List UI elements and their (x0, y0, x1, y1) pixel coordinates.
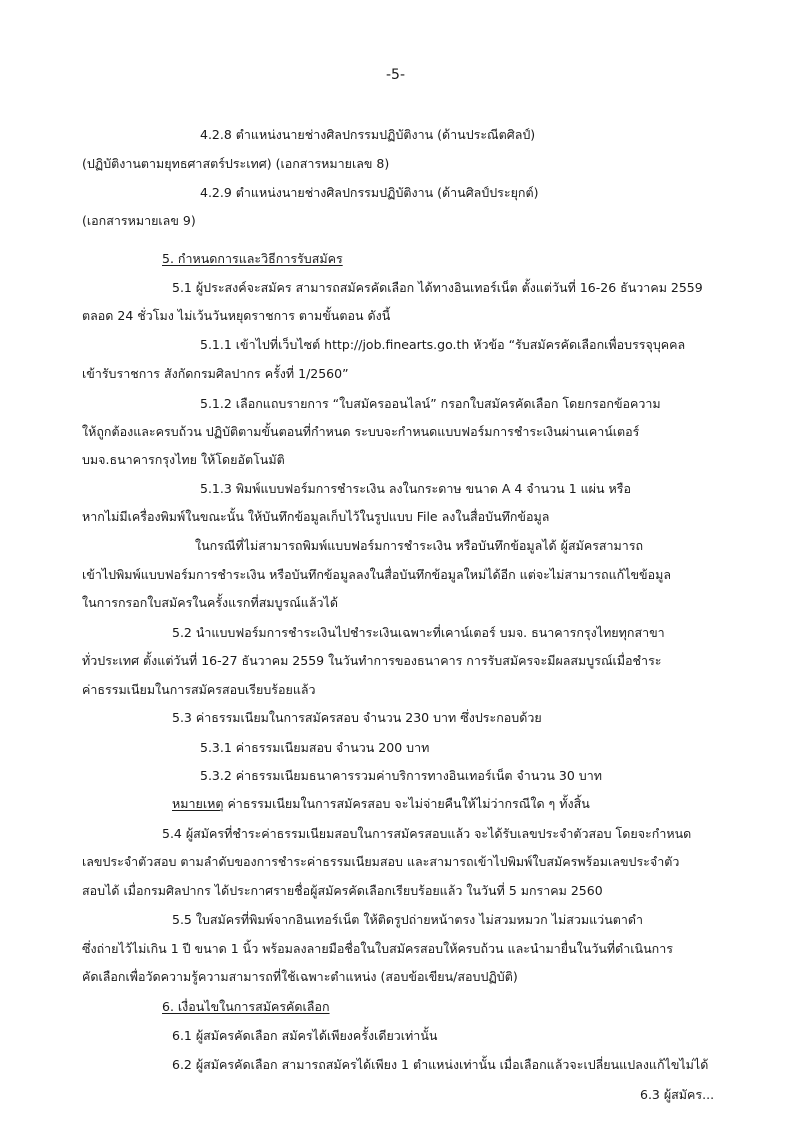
text-line: ในการกรอกใบสมัครในครั้งแรกที่สมบูรณ์แล้วได้ (82, 595, 338, 610)
text-line: (เอกสารหมายเลข 9) (82, 213, 196, 228)
text-line: สอบได้ เมื่อกรมศิลปากร ได้ประกาศรายชื่อผู้สมัครคัดเลือกเรียบร้อยแล้ว ในวันที่ 5 มกราคม 2560 (82, 883, 603, 898)
text-line: เข้าไปพิมพ์แบบฟอร์มการชำระเงิน หรือบันทึกข้อมูลลงในสื่อบันทึกข้อมูลใหม่ได้อีก แต่จะไม่สามารถแก้ไขข้อมูล (82, 567, 672, 582)
text-line: ให้ถูกต้องและครบถ้วน ปฏิบัติตามขั้นตอนที่กำหนด ระบบจะกำหนดแบบฟอร์มการชำระเงินผ่านเคาน์เตอร์ (82, 424, 640, 439)
text-line: 5.2 นำแบบฟอร์มการชำระเงินไปชำระเงินเฉพาะที่เคาน์เตอร์ บมจ. ธนาคารกรุงไทยทุกสาขา (172, 625, 665, 640)
text-line: 5.5 ใบสมัครที่พิมพ์จากอินเทอร์เน็ต ให้ติดรูปถ่ายหน้าตรง ไม่สวมหมวก ไม่สวมแว่นตาดำ (172, 912, 644, 927)
text-line: 5.3 ค่าธรรมเนียมในการสมัครสอบ จำนวน 230 บาท ซึ่งประกอบด้วย (172, 710, 542, 725)
page-number: -5- (386, 67, 406, 83)
text-line: คัดเลือกเพื่อวัดความรู้ความสามารถที่ใช้เฉพาะตำแหน่ง (สอบข้อเขียน/สอบปฏิบัติ) (82, 969, 518, 984)
text-line: ทั่วประเทศ ตั้งแต่วันที่ 16-27 ธันวาคม 2559 ในวันทำการของธนาคาร การรับสมัครจะมีผลสมบูรณ์เมื่อชำระ (82, 653, 662, 668)
text-line: 5.1.3 พิมพ์แบบฟอร์มการชำระเงิน ลงในกระดาษ ขนาด A 4 จำนวน 1 แผ่น หรือ (200, 481, 631, 496)
text-line: เลขประจำตัวสอบ ตามลำดับของการชำระค่าธรรมเนียมสอบ และสามารถเข้าไปพิมพ์ใบสมัครพร้อมเลขประจำตัว (82, 854, 680, 869)
text-line: 5.1.2 เลือกแถบรายการ “ใบสมัครออนไลน์” กรอกใบสมัครคัดเลือก โดยกรอกข้อความ (200, 396, 661, 411)
note-text: ค่าธรรมเนียมในการสมัครสอบ จะไม่จ่ายคืนให้ไม่ว่ากรณีใด ๆ ทั้งสิ้น (227, 796, 590, 811)
text-line: ในกรณีที่ไม่สามารถพิมพ์แบบฟอร์มการชำระเงิน หรือบันทึกข้อมูลได้ ผู้สมัครสามารถ (195, 538, 644, 553)
text-line: 5.1 ผู้ประสงค์จะสมัคร สามารถสมัครคัดเลือก ได้ทางอินเทอร์เน็ต ตั้งแต่วันที่ 16-26 ธันวาคม 2559 (172, 280, 703, 295)
note-label: หมายเหตุ (172, 796, 224, 811)
text-line: ตลอด 24 ชั่วโมง ไม่เว้นวันหยุดราชการ ตามขั้นตอน ดังนี้ (82, 308, 391, 323)
text-line: 6.2 ผู้สมัครคัดเลือก สามารถสมัครได้เพียง 1 ตำแหน่งเท่านั้น เมื่อเลือกแล้วจะเปลี่ยนแปลงแก้ไขไม่ได้ (172, 1057, 709, 1072)
text-line: 5.3.2 ค่าธรรมเนียมธนาคารรวมค่าบริการทางอินเทอร์เน็ต จำนวน 30 บาท (200, 768, 602, 783)
text-line: (ปฏิบัติงานตามยุทธศาสตร์ประเทศ) (เอกสารหมายเลข 8) (82, 156, 390, 171)
continuation-line: 6.3 ผู้สมัคร... (640, 1087, 715, 1102)
section-heading: 5. กำหนดการและวิธีการรับสมัคร (162, 251, 343, 266)
text-line: ซึ่งถ่ายไว้ไม่เกิน 1 ปี ขนาด 1 นิ้ว พร้อมลงลายมือชื่อในใบสมัครสอบให้ครบถ้วน และนำมายื่นในวันที่ดำเนินการ (82, 941, 673, 956)
section-heading: 6. เงื่อนไขในการสมัครคัดเลือก (162, 999, 330, 1014)
text-line: 5.3.1 ค่าธรรมเนียมสอบ จำนวน 200 บาท (200, 740, 430, 755)
text-line: ค่าธรรมเนียมในการสมัครสอบเรียบร้อยแล้ว (82, 682, 316, 697)
text-line: หากไม่มีเครื่องพิมพ์ในขณะนั้น ให้บันทึกข้อมูลเก็บไว้ในรูปแบบ File ลงในสื่อบันทึกข้อมูล (82, 509, 550, 524)
text-line: 5.1.1 เข้าไปที่เว็บไซต์ http://job.finearts.go.th หัวข้อ “รับสมัครคัดเลือกเพื่อบรรจุบุคคล (200, 337, 686, 352)
text-line: บมจ.ธนาคารกรุงไทย ให้โดยอัตโนมัติ (82, 452, 285, 467)
text-line: 4.2.8 ตำแหน่งนายช่างศิลปกรรมปฏิบัติงาน (ด้านประณีตศิลป์) (200, 127, 536, 142)
text-line: 4.2.9 ตำแหน่งนายช่างศิลปกรรมปฏิบัติงาน (ด้านศิลป์ประยุกต์) (200, 185, 539, 200)
text-line: 5.4 ผู้สมัครที่ชำระค่าธรรมเนียมสอบในการสมัครสอบแล้ว จะได้รับเลขประจำตัวสอบ โดยจะกำหนด (162, 826, 692, 841)
text-line: 6.1 ผู้สมัครคัดเลือก สมัครได้เพียงครั้งเดียวเท่านั้น (172, 1028, 438, 1043)
text-line: เข้ารับราชการ สังกัดกรมศิลปากร ครั้งที่ 1/2560” (82, 366, 349, 381)
note-line (172, 795, 590, 813)
